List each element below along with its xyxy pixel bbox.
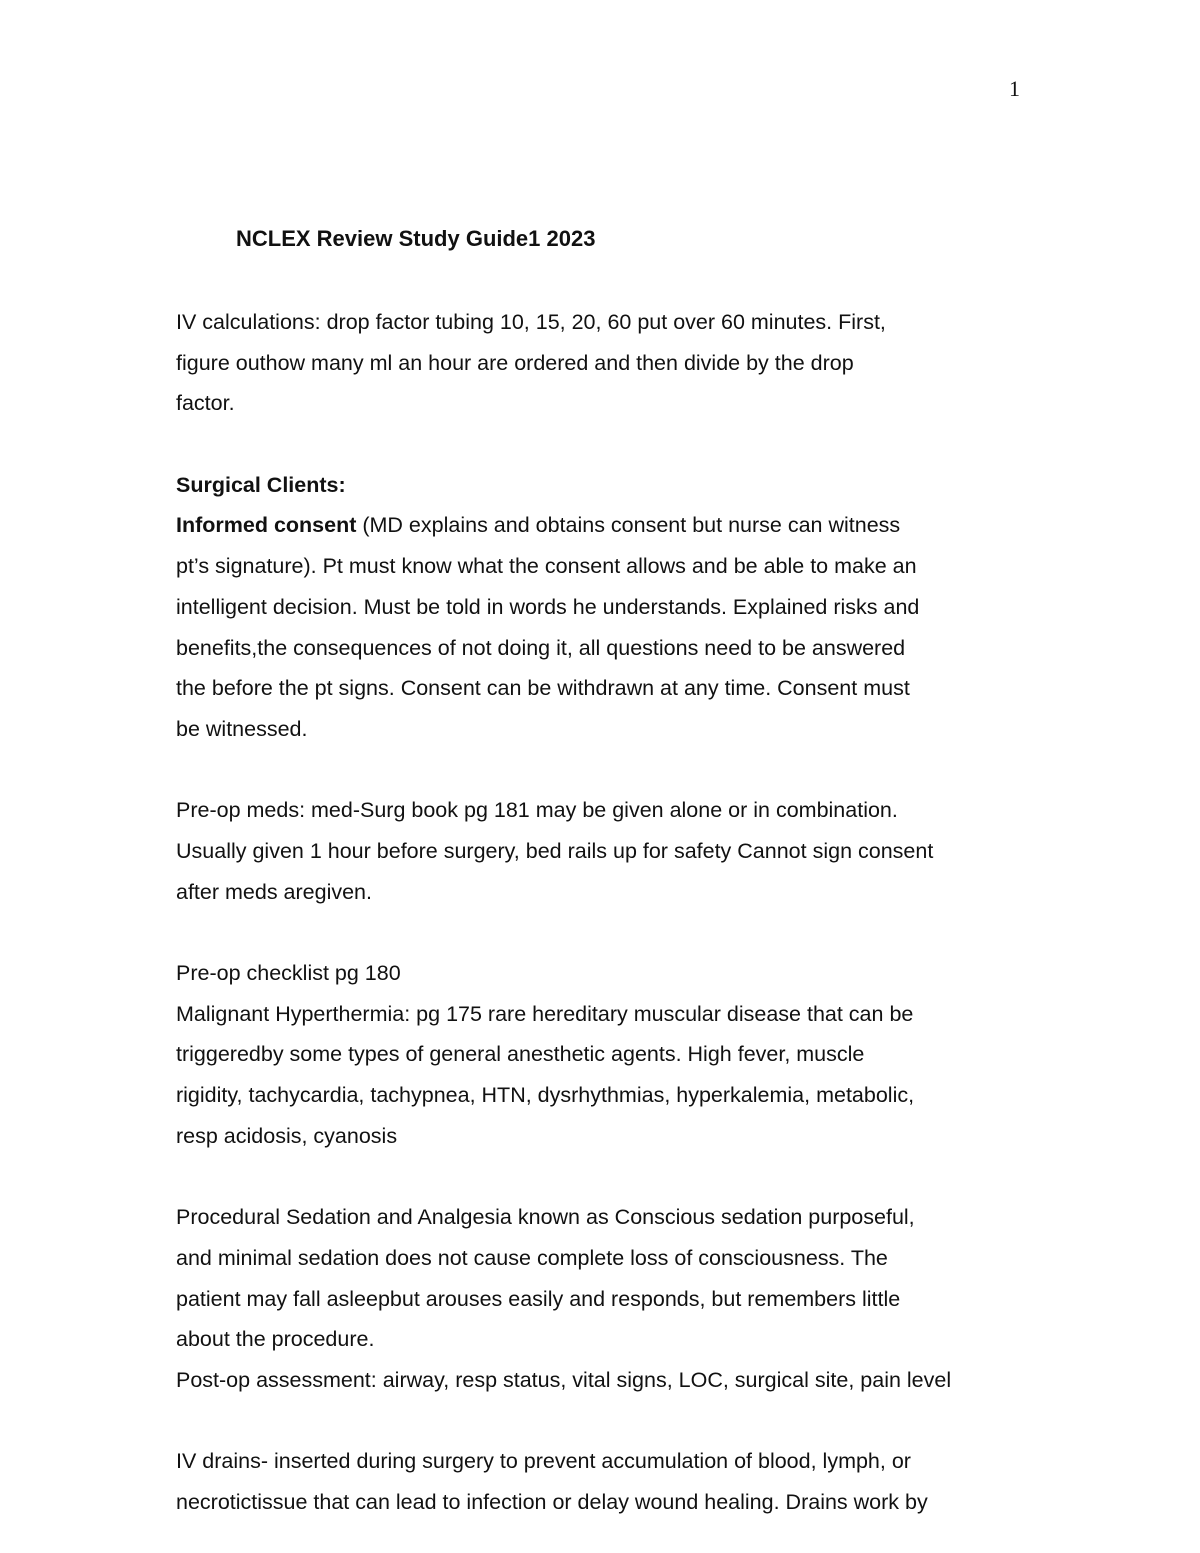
paragraph-preop-meds bbox=[176, 790, 1046, 912]
text-line: patient may fall asleepbut arouses easily and responds, but remembers little bbox=[176, 1286, 901, 1311]
paragraph-drains bbox=[176, 1441, 1046, 1522]
text-line: figure outhow many ml an hour are ordered and then divide by the drop bbox=[176, 350, 854, 375]
text-line: IV calculations: drop factor tubing 10, 15, 20, 60 put over 60 minutes. First, bbox=[176, 310, 886, 334]
text-line: about the procedure. bbox=[176, 1327, 375, 1352]
section-surgical-clients bbox=[176, 465, 1046, 750]
text-line: resp acidosis, cyanosis bbox=[176, 1123, 398, 1148]
paragraph-preop-checklist-hyperthermia bbox=[176, 953, 1046, 1156]
text-line: be witnessed. bbox=[176, 716, 308, 741]
paragraph-iv-calculations bbox=[176, 302, 1046, 424]
text-line: intelligent decision. Must be told in words he understands. Explained risks and bbox=[176, 594, 920, 619]
text-line: Procedural Sedation and Analgesia known as Conscious sedation purposeful, bbox=[176, 1205, 915, 1230]
text-line: Pre-op meds: med-Surg book pg 181 may be given alone or in combination. bbox=[176, 798, 898, 823]
section-heading: Surgical Clients: bbox=[176, 472, 346, 497]
document-title: NCLEX Review Study Guide1 2023 bbox=[236, 226, 596, 251]
page-number: 1 bbox=[1009, 76, 1020, 101]
text-line: IV drains- inserted during surgery to prevent accumulation of blood, lymph, or bbox=[176, 1449, 911, 1474]
text-line: rigidity, tachycardia, tachypnea, HTN, dysrhythmias, hyperkalemia, metabolic, bbox=[176, 1083, 915, 1108]
document-body bbox=[176, 302, 1046, 1523]
text-line: Malignant Hyperthermia: pg 175 rare hereditary muscular disease that can be bbox=[176, 1001, 914, 1026]
informed-consent-label: Informed consent bbox=[176, 513, 357, 538]
text-line: Post-op assessment: airway, resp status, vital signs, LOC, surgical site, pain level bbox=[176, 1367, 952, 1392]
text-line: Pre-op checklist pg 180 bbox=[176, 961, 401, 985]
text-line: and minimal sedation does not cause complete loss of consciousness. The bbox=[176, 1245, 888, 1270]
text-line: benefits,the consequences of not doing it, all questions need to be answered bbox=[176, 635, 906, 660]
text-line: Usually given 1 hour before surgery, bed rails up for safety Cannot sign consent bbox=[176, 838, 934, 863]
text-line: factor. bbox=[176, 391, 235, 416]
text-line: after meds aregiven. bbox=[176, 879, 372, 904]
text-line: triggeredby some types of general anesthetic agents. High fever, muscle bbox=[176, 1042, 865, 1067]
text-line: pt’s signature). Pt must know what the consent allows and be able to make an bbox=[176, 554, 917, 579]
text-line: necrotictissue that can lead to infection or delay wound healing. Drains work by bbox=[176, 1489, 928, 1514]
paragraph-sedation bbox=[176, 1197, 1046, 1400]
text-line: (MD explains and obtains consent but nurse can witness bbox=[356, 513, 901, 538]
text-line: the before the pt signs. Consent can be withdrawn at any time. Consent must bbox=[176, 676, 910, 701]
